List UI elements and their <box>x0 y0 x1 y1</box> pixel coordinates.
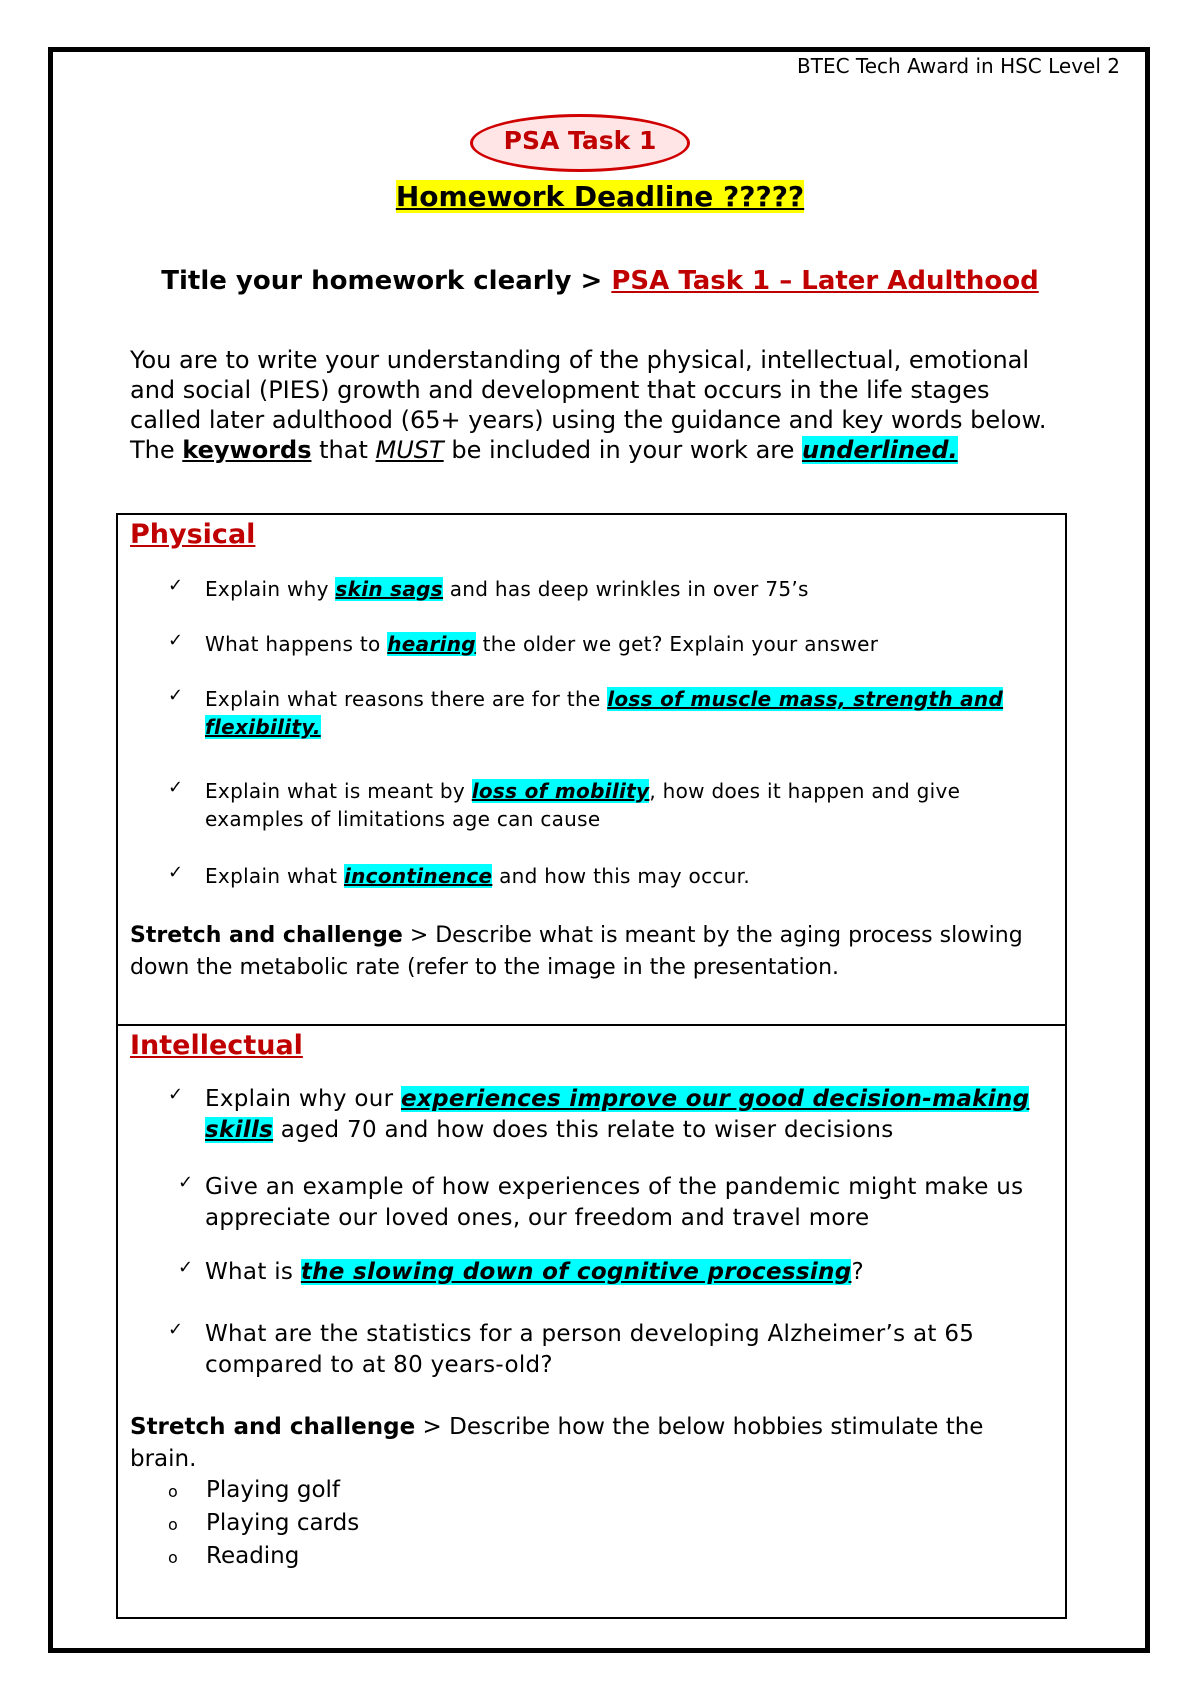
item-text: Explain what <box>205 864 338 888</box>
stretch-challenge <box>130 1411 1030 1475</box>
item-text: What are the statistics for a person developing Alzheimer’s at 65 compared to at 80 years-old? <box>205 1321 975 1378</box>
intellectual-section <box>116 1024 1067 1619</box>
keyword: skin sags <box>335 577 444 601</box>
item-text: What is <box>205 1259 294 1285</box>
bullet-icon: o <box>168 1482 178 1501</box>
badge-label: PSA Task 1 <box>503 126 657 155</box>
intro-word: be included in your work are <box>451 436 795 464</box>
homework-title: PSA Task 1 – Later Adulthood <box>611 266 1039 296</box>
keyword: hearing <box>387 632 476 656</box>
intro-line: You are to write your understanding of the physical, intellectual, emotional <box>130 346 1030 374</box>
stretch-label: Stretch and challenge <box>130 1414 416 1440</box>
list-item <box>168 685 1038 741</box>
bullet-icon: o <box>168 1515 178 1534</box>
intro-line <box>130 435 1090 465</box>
intro-word: that <box>319 436 368 464</box>
item-text: , how does it happen and give examples of limitations age can cause <box>205 779 961 831</box>
list-item <box>168 1319 1038 1381</box>
check-icon: ✓ <box>168 1319 184 1340</box>
intellectual-title: Intellectual <box>130 1030 303 1061</box>
intro-paragraph <box>130 345 1090 465</box>
stretch-challenge <box>130 920 1030 984</box>
check-icon: ✓ <box>168 862 184 883</box>
hobby-text: Playing cards <box>206 1510 360 1536</box>
list-item <box>168 1084 1038 1146</box>
stretch-label: Stretch and challenge <box>130 923 403 948</box>
hobby-item <box>168 1540 299 1574</box>
item-text: Explain what is meant by <box>205 779 466 803</box>
hobby-item <box>168 1474 340 1508</box>
item-text: aged 70 and how does this relate to wiser decisions <box>280 1117 894 1143</box>
underlined-word: underlined. <box>802 436 958 464</box>
title-instruction <box>0 266 1200 296</box>
intro-word: The <box>130 436 175 464</box>
item-text: the older we get? Explain your answer <box>482 632 879 656</box>
item-text: Explain why <box>205 577 329 601</box>
item-text: Explain why our <box>205 1086 394 1112</box>
title-prefix: Title your homework clearly > <box>161 266 603 296</box>
stretch-text: > Describe what is meant by the aging process slowing down the metabolic rate (refer to the image in the presentation. <box>130 923 1023 980</box>
intro-line: called later adulthood (65+ years) using the guidance and key words below. <box>130 406 1047 434</box>
psa-task-badge <box>470 114 690 172</box>
check-icon: ✓ <box>178 1257 194 1278</box>
hobby-item <box>168 1507 359 1541</box>
item-text: ? <box>851 1259 864 1285</box>
hobby-text: Reading <box>206 1543 300 1569</box>
course-name: BTEC Tech Award in HSC Level 2 <box>797 54 1120 78</box>
hobby-text: Playing golf <box>206 1477 341 1503</box>
list-item <box>168 575 1038 603</box>
bullet-icon: o <box>168 1548 178 1567</box>
keyword: the slowing down of cognitive processing <box>300 1259 852 1285</box>
check-icon: ✓ <box>178 1172 194 1193</box>
check-icon: ✓ <box>168 685 184 706</box>
intro-line: and social (PIES) growth and development that occurs in the life stages <box>130 376 990 404</box>
item-text: Explain what reasons there are for the <box>205 687 601 711</box>
item-text: and has deep wrinkles in over 75’s <box>449 577 809 601</box>
check-icon: ✓ <box>168 1084 184 1105</box>
keyword: loss of mobility <box>471 779 650 803</box>
item-text: What happens to <box>205 632 381 656</box>
list-item <box>168 777 1038 833</box>
keyword: experiences improve our good decision-making skills <box>205 1086 1030 1143</box>
deadline-text: Homework Deadline ????? <box>395 180 805 213</box>
check-icon: ✓ <box>168 777 184 798</box>
keyword: incontinence <box>343 864 493 888</box>
check-icon: ✓ <box>168 575 184 596</box>
list-item <box>168 862 1038 890</box>
keyword: loss of muscle mass, strength and flexibility. <box>205 687 1004 739</box>
list-item <box>168 630 1038 658</box>
stretch-text: > Describe how the below hobbies stimulate the brain. <box>130 1414 984 1472</box>
must-word: MUST <box>375 436 444 464</box>
list-item <box>178 1172 1048 1234</box>
list-item <box>178 1257 1048 1288</box>
item-text: Give an example of how experiences of the pandemic might make us appreciate our loved ones, our freedom and travel more <box>205 1174 1024 1231</box>
physical-section <box>116 513 1067 1026</box>
deadline-heading <box>0 180 1200 213</box>
check-icon: ✓ <box>168 630 184 651</box>
item-text: and how this may occur. <box>499 864 751 888</box>
physical-title: Physical <box>130 519 256 550</box>
keywords-word: keywords <box>182 436 312 464</box>
